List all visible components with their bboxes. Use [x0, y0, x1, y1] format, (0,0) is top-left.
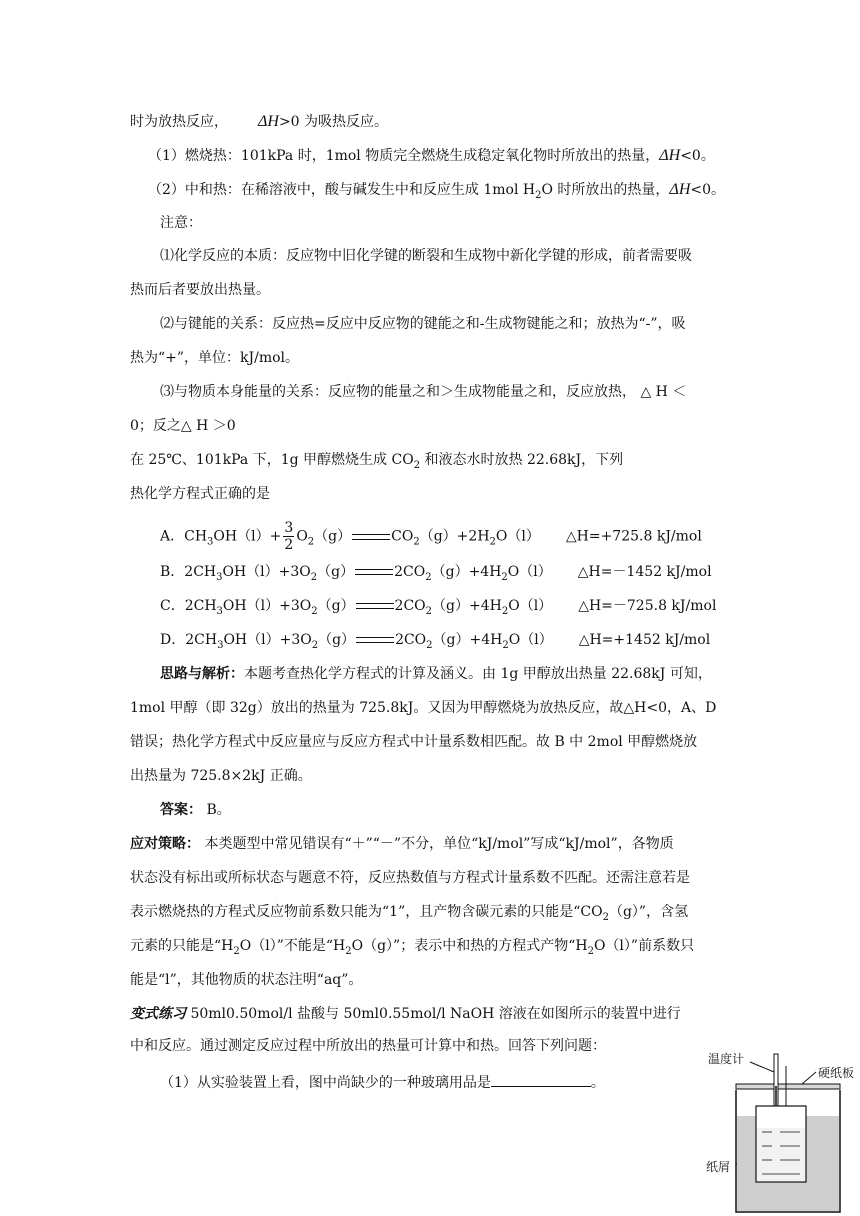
analysis-line-2: 1mol 甲醇（即 32g）放出的热量为 725.8kJ。又因为甲醇燃烧为放热反应，故△H<0，A、D [130, 700, 717, 716]
strategy-line-5: 能是“l”，其他物质的状态注明“aq”。 [130, 972, 363, 988]
note-2-line-2: 热为“+”，单位：kJ/mol。 [130, 350, 300, 366]
option-b: B．$2CH_3OH(l)+3O_2(g)$ $2CO_2(g)+4H_2O(l)$ △H=－1452 kJ/mol [160, 564, 712, 583]
text-line-2: （1）燃烧热：101kPa 时，1mol 物质完全燃烧生成稳定氧化物时所放出的热量，ΔH<0。 [148, 147, 715, 164]
text-line-3: （2）中和热：在稀溶液中，酸与碱发生中和反应生成 1mol $H_2O$ 时所放出的热量，ΔH<0。 [148, 181, 726, 201]
note-1-line-2: 热而后者要放出热量。 [130, 282, 270, 298]
practice-label: 变式练习 [130, 1006, 186, 1022]
note-3-line-2: 0；反之△ H ＞0 [130, 418, 236, 434]
option-d-enthalpy: △H=+1452 kJ/mol [578, 632, 711, 648]
option-a-enthalpy: △H=+725.8 kJ/mol [565, 528, 702, 545]
option-a: A．$CH_3OH(l)+$ $\frac{3}{2}$ $O_2(g)$ $CO_2(g)+2H_2O(l)$ △H=+725.8 kJ/mol [160, 520, 702, 553]
text-line-1: 时为放热反应， ΔH>0 为吸热反应。 [130, 113, 389, 130]
analysis-line-3: 错误；热化学方程式中反应量应与反应方程式中计量系数相匹配。故 B 中 2mol 甲醇燃烧放 [130, 734, 698, 750]
calorimeter-apparatus-figure [702, 1046, 860, 1216]
answer-blank [491, 1072, 591, 1087]
apparatus-drawing [702, 1046, 860, 1216]
note-2-line-1: ⑵与键能的关系：反应热=反应中反应物的键能之和-生成物键能之和；放热为“-”，吸 [160, 316, 686, 332]
reaction-equals-sign [356, 637, 394, 643]
note-3-line-1: ⑶与物质本身能量的关系：反应物的能量之和＞生成物能量之和，反应放热， △ H ＜ [160, 384, 687, 400]
practice-question-1: （1）从实验装置上看，图中尚缺少的一种玻璃用品是 。 [160, 1072, 605, 1093]
question-stem-line-2: 热化学方程式正确的是 [130, 486, 270, 502]
delta-h-symbol: ΔH [669, 181, 691, 198]
practice-line-2: 中和反应。通过测定反应过程中所放出的热量可计算中和热。回答下列问题： [130, 1038, 606, 1054]
strategy-line-2: 状态没有标出或所标状态与题意不符，反应热数值与方程式计量系数不匹配。还需注意若是 [130, 870, 690, 886]
thermometer-label: 温度计 [708, 1052, 745, 1066]
practice-line-1: 变式练习 50ml0.50mol/l 盐酸与 50ml0.55mol/l NaOH 溶液在如图所示的装置中进行 [130, 1006, 681, 1022]
strategy-line-1: 应对策略： 本类题型中常见错误有“＋”“－”不分，单位“kJ/mol”写成“kJ/mol”，各物质 [130, 836, 674, 852]
delta-h-symbol: ΔH [659, 147, 681, 164]
option-c-enthalpy: △H=－725.8 kJ/mol [578, 598, 717, 614]
answer-label: 答案： [160, 802, 202, 818]
option-b-enthalpy: △H=－1452 kJ/mol [577, 564, 712, 580]
scraps-label: 纸屑 [706, 1160, 731, 1174]
strategy-line-4: 元素的只能是“$H_2O(l)$”不能是“$H_2O(g)$”；表示中和热的方程式产物“$H_2O(l)$”前系数只 [130, 938, 695, 957]
analysis-line-1: 思路与解析：本题考查热化学方程式的计算及涵义。由 1g 甲醇放出热量 22.68kJ 可知， [160, 666, 712, 682]
reaction-equals-sign [352, 534, 390, 540]
board-label: 硬纸板 [818, 1066, 855, 1080]
strategy-line-3: 表示燃烧热的方程式反应物前系数只能为“1”，且产物含碳元素的只能是“$CO_2(g)$”，含氢 [130, 904, 689, 923]
fraction-three-halves: $\frac{3}{2}$ [284, 520, 294, 553]
analysis-line-4: 出热量为 725.8×2kJ 正确。 [130, 768, 312, 784]
option-d: D．$2CH_3OH(l)+3O_2(g)$ $2CO_2(g)+4H_2O(l)$ △H=+1452 kJ/mol [160, 632, 711, 651]
answer-line [160, 800, 231, 820]
note-1-line-1: ⑴化学反应的本质：反应物中旧化学键的断裂和生成物中新化学键的形成，前者需要吸 [160, 248, 692, 264]
note-heading: 注意： [160, 215, 202, 231]
strategy-label: 应对策略： [130, 836, 200, 852]
answer-value: B。 [202, 802, 231, 818]
option-c: C．$2CH_3OH(l)+3O_2(g)$ $2CO_2(g)+4H_2O(l)$ △H=－725.8 kJ/mol [160, 598, 717, 617]
delta-h-symbol: ΔH [258, 113, 279, 130]
reaction-equals-sign [355, 569, 393, 575]
question-stem-line-1: 在 25℃、101kPa 下，1g 甲醇燃烧生成 $CO_2$ 和液态水时放热 22.68kJ，下列 [130, 452, 624, 471]
reaction-equals-sign [356, 603, 394, 609]
analysis-label: 思路与解析： [160, 666, 244, 682]
